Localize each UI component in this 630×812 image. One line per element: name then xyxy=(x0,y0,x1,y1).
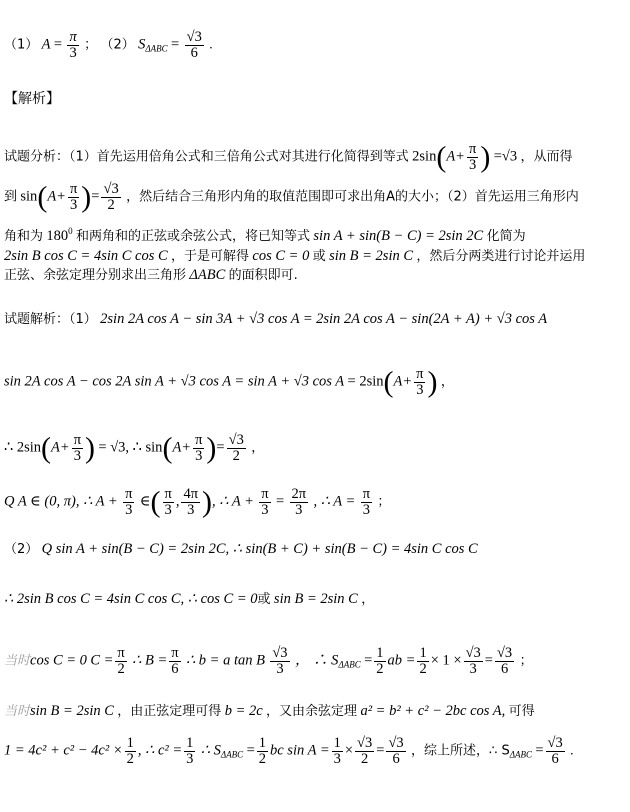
math-text: 2π xyxy=(291,486,307,502)
math-text: ，于是可解得 xyxy=(171,249,250,264)
math-text: ，由正弦定理可得 xyxy=(117,704,222,719)
math-text: ， xyxy=(251,440,265,456)
watermark-text-2: 当时 xyxy=(4,703,31,718)
fraction xyxy=(495,646,514,677)
math-text: 正弦、余弦定理分别求出三角形 xyxy=(4,268,187,283)
math-text: 3 xyxy=(186,751,194,767)
math-text: b = 2c xyxy=(224,703,263,719)
math-text: ΔABC xyxy=(189,267,226,283)
math-text: ， ∴ S xyxy=(294,652,339,669)
math-text: sin xyxy=(20,188,38,205)
math-text: sin B = 2sin C xyxy=(329,248,414,264)
fraction xyxy=(181,487,200,518)
fraction xyxy=(257,736,268,767)
math-text: 角和为 xyxy=(4,229,44,244)
answer-part2-lhs: S xyxy=(138,36,146,53)
fraction xyxy=(467,142,478,173)
answer-line: （1） A = $\frac{\pi}{3}$ ； （2） $S_{\Delta ABC}$ = $\frac{√3}{6}$ . xyxy=(4,29,213,61)
math-text: π xyxy=(125,486,133,502)
math-text: ∴ B = xyxy=(132,652,168,669)
math-text: 3 xyxy=(164,502,172,518)
analysis-line-3 xyxy=(4,222,526,246)
parenthesis: ( xyxy=(162,431,173,465)
fraction xyxy=(169,646,180,677)
math-text: A+ xyxy=(172,439,192,456)
fraction xyxy=(125,736,136,767)
math-text: 3 xyxy=(416,382,424,398)
math-text: ； xyxy=(519,653,533,669)
math-text: ΔABC xyxy=(338,659,361,670)
fraction xyxy=(68,182,79,213)
math-text: ， xyxy=(440,374,454,390)
math-text: 2sin B cos C = 4sin C cos C xyxy=(4,248,168,264)
math-text: 2 xyxy=(258,751,266,767)
math-text: 180 xyxy=(46,228,69,244)
math-text: 2 xyxy=(117,661,125,677)
math-text: ΔABC xyxy=(509,749,532,760)
fraction xyxy=(227,433,246,464)
math-text: sin 2A cos A − cos 2A sin A + √3 cos A = sin A + √3 cos A xyxy=(4,373,345,390)
math-text: 2sin 2A cos A − sin(2A + A) + √3 cos A xyxy=(316,311,548,327)
analysis-line-2 xyxy=(4,182,579,213)
math-text: ∴ S xyxy=(200,742,221,759)
fraction xyxy=(332,736,343,767)
math-text: 6 xyxy=(190,45,198,61)
math-text: π xyxy=(171,645,179,661)
math-text: 6 xyxy=(551,751,559,767)
fraction xyxy=(270,646,289,677)
math-text: A+ xyxy=(47,188,66,205)
fraction xyxy=(163,487,174,518)
answer-part2-label: （2） xyxy=(100,37,135,53)
math-text: × xyxy=(344,742,354,759)
math-text: √3 xyxy=(103,181,119,197)
math-text: ab = xyxy=(387,652,416,669)
math-text: π xyxy=(73,432,82,448)
math-text: π xyxy=(117,645,125,661)
fraction xyxy=(115,646,126,677)
math-text: 2sin xyxy=(412,148,437,165)
fraction xyxy=(386,736,405,767)
math-text: sin B = 2sin C xyxy=(273,591,358,607)
math-text: 的面积即可. xyxy=(228,268,298,283)
solution-line-3 xyxy=(4,433,264,464)
math-text: 1 xyxy=(333,735,341,751)
math-text: 3 xyxy=(70,197,78,213)
fraction xyxy=(355,736,374,767)
math-text: sin B = 2sin C xyxy=(30,703,114,719)
math-text: √3 xyxy=(228,432,244,448)
parenthesis: ( xyxy=(383,365,394,399)
math-text: 2 xyxy=(126,751,134,767)
math-text: π xyxy=(468,141,477,157)
math-text: π xyxy=(69,29,77,45)
math-text: sin A + sin(B − C) = 2sin 2C xyxy=(313,228,484,244)
math-text: 2 xyxy=(376,661,384,677)
math-text: ， xyxy=(361,592,375,607)
math-text: （2） xyxy=(4,542,39,557)
answer-part2-fraction xyxy=(185,30,204,61)
parenthesis: ) xyxy=(85,431,96,465)
math-text: = xyxy=(216,439,225,456)
math-text: π xyxy=(416,366,424,382)
fraction xyxy=(123,487,134,518)
analysis-line-4 xyxy=(4,247,585,266)
math-text: ∈ xyxy=(139,493,151,510)
solution-line-5 xyxy=(4,540,478,559)
fraction xyxy=(193,433,204,464)
math-text: 试题分析：（1）首先运用倍角公式和三倍角公式对其进行化简得到等式 xyxy=(4,149,409,165)
math-text: = √3, ∴ sin xyxy=(98,439,163,456)
math-text: 3 xyxy=(195,448,203,464)
math-text: 或 xyxy=(312,249,326,264)
math-text: = xyxy=(246,742,255,759)
math-text: √3 xyxy=(357,735,373,751)
answer-part2-sub: ΔABC xyxy=(145,43,168,54)
fraction xyxy=(72,433,83,464)
math-text: C = xyxy=(90,652,114,669)
math-text: A+ xyxy=(51,439,70,456)
answer-part1-fraction xyxy=(67,30,78,61)
math-text: 1 xyxy=(186,735,194,751)
solution-line-2 xyxy=(4,367,454,398)
math-text: π xyxy=(195,432,203,448)
math-text: cos C = 0 xyxy=(30,652,87,669)
math-text: 3 xyxy=(69,45,77,61)
math-text: ，然后结合三角形内角的取值范围即可求出角A的大小；（2）首先运用三角形内 xyxy=(126,189,579,205)
math-text: ，又由余弦定理 xyxy=(266,704,358,719)
solution-line-8 xyxy=(4,702,535,721)
math-text: 4π xyxy=(183,486,199,502)
math-text: ∴ 2sin xyxy=(4,439,42,456)
math-text: 1 xyxy=(419,645,427,661)
solution-line-9 xyxy=(4,736,574,767)
math-text: 2 xyxy=(361,751,369,767)
answer-part1-label: （1） xyxy=(4,37,39,53)
math-text: 2 xyxy=(107,197,115,213)
math-text: 3 xyxy=(362,502,370,518)
watermark-text: 当时 xyxy=(4,652,31,668)
math-text: 3 xyxy=(333,751,341,767)
math-text: ，从而得 xyxy=(520,149,573,165)
parenthesis: ( xyxy=(41,431,52,465)
math-text: 3 xyxy=(187,502,195,518)
math-text: 和两角和的正弦或余弦公式，将已知等式 xyxy=(76,229,311,244)
parenthesis: ) xyxy=(81,180,92,214)
solution-line-7 xyxy=(4,646,533,677)
analysis-line-5 xyxy=(4,266,298,285)
math-text: 2sin 2A cos A − sin 3A + √3 cos A = xyxy=(100,311,313,327)
math-text: = xyxy=(376,742,385,759)
math-text: 化简为 xyxy=(486,229,526,244)
math-text: 1 xyxy=(376,645,384,661)
math-text: = 2sin xyxy=(347,373,384,390)
math-text: , ∴ A = xyxy=(313,493,356,510)
math-text: = xyxy=(484,652,493,669)
math-text: Q sin A + sin(B − C) = 2sin 2C, ∴ sin(B + C) + sin(B − C) = 4sin C cos C xyxy=(41,541,478,557)
fraction xyxy=(259,487,270,518)
math-text: A+ xyxy=(393,373,413,390)
math-text: 试题解析：（1） xyxy=(4,312,97,327)
math-text: 可得 xyxy=(508,704,535,719)
math-text: 1 = 4c² + c² − 4c² × xyxy=(4,742,123,759)
math-text: ，综上所述，∴ S xyxy=(411,743,510,759)
fraction xyxy=(414,367,425,398)
solution-line-6 xyxy=(4,590,374,609)
math-text: 3 xyxy=(73,448,81,464)
parenthesis: ) xyxy=(206,431,217,465)
analysis-line-1 xyxy=(4,142,572,173)
parenthesis: ) xyxy=(427,365,438,399)
math-text: 6 xyxy=(171,661,179,677)
math-text: √3 xyxy=(496,645,513,661)
fraction xyxy=(546,736,565,767)
math-text: ∴ 2sin B cos C = 4sin C cos C, ∴ cos C = 0 xyxy=(4,591,258,607)
math-text: √3 xyxy=(388,735,404,751)
math-text: = xyxy=(364,652,373,669)
math-text: bc sin A = xyxy=(270,742,330,759)
math-text: π xyxy=(261,486,269,502)
parenthesis: ( xyxy=(37,180,48,214)
math-text: 6 xyxy=(500,661,509,677)
section-heading: 【解析】 xyxy=(4,91,60,107)
math-text: ΔABC xyxy=(220,749,244,760)
math-text: 2 xyxy=(232,448,240,464)
math-text: = xyxy=(535,742,544,759)
math-text: 0 xyxy=(68,226,73,236)
fraction xyxy=(361,487,372,518)
math-text: , ∴ A + xyxy=(212,493,254,510)
math-text: √3 xyxy=(272,645,288,661)
fraction xyxy=(374,646,385,677)
math-text: 1 xyxy=(126,735,134,751)
math-text: ； xyxy=(377,494,391,510)
math-text: 1 xyxy=(258,735,266,751)
math-text: 3 xyxy=(295,502,303,518)
math-text: 3 xyxy=(276,661,284,677)
solution-line-4 xyxy=(4,487,390,518)
math-text: A+ xyxy=(446,148,465,165)
fraction xyxy=(464,646,483,677)
parenthesis: ) xyxy=(202,485,213,519)
fraction xyxy=(184,736,195,767)
math-text: =√3 xyxy=(493,148,518,165)
math-text: × 1 × xyxy=(430,652,462,669)
math-text: a² = b² + c² − 2bc cos A, xyxy=(360,703,506,719)
math-text: π xyxy=(164,486,172,502)
math-text: π xyxy=(69,181,78,197)
math-text: . xyxy=(570,742,574,758)
math-text: = xyxy=(91,188,100,205)
math-text: 2 xyxy=(419,661,427,677)
math-text: √3 xyxy=(186,29,202,45)
fraction xyxy=(290,487,309,518)
math-text: 3 xyxy=(261,502,269,518)
math-text: π xyxy=(362,486,371,502)
fraction xyxy=(101,182,120,213)
math-text: 6 xyxy=(392,751,400,767)
math-text: ，然后分两类进行讨论并运用 xyxy=(416,249,586,264)
math-text: √3 xyxy=(465,645,481,661)
parenthesis: ) xyxy=(480,140,491,174)
math-text: , xyxy=(175,493,180,510)
answer-part1-lhs: A xyxy=(41,36,51,53)
parenthesis: ( xyxy=(436,140,447,174)
math-text: 到 xyxy=(4,189,18,205)
math-text: cos C = 0 xyxy=(252,248,310,264)
math-text: Q A ∈ (0, π), ∴ A + xyxy=(4,493,118,510)
math-text: 3 xyxy=(125,502,133,518)
parenthesis: ( xyxy=(150,485,161,519)
answer-end: . xyxy=(209,36,213,52)
math-text: 或 xyxy=(257,592,271,607)
math-text: 3 xyxy=(469,661,477,677)
math-text: 3 xyxy=(469,157,477,173)
fraction xyxy=(417,646,428,677)
answer-separator: ； xyxy=(84,37,98,53)
math-text: , ∴ c² = xyxy=(137,742,183,759)
math-text: = xyxy=(275,493,285,510)
math-text: √3 xyxy=(547,735,563,751)
solution-line-1 xyxy=(4,310,547,329)
math-text: ∴ b = a tan B xyxy=(185,652,265,669)
